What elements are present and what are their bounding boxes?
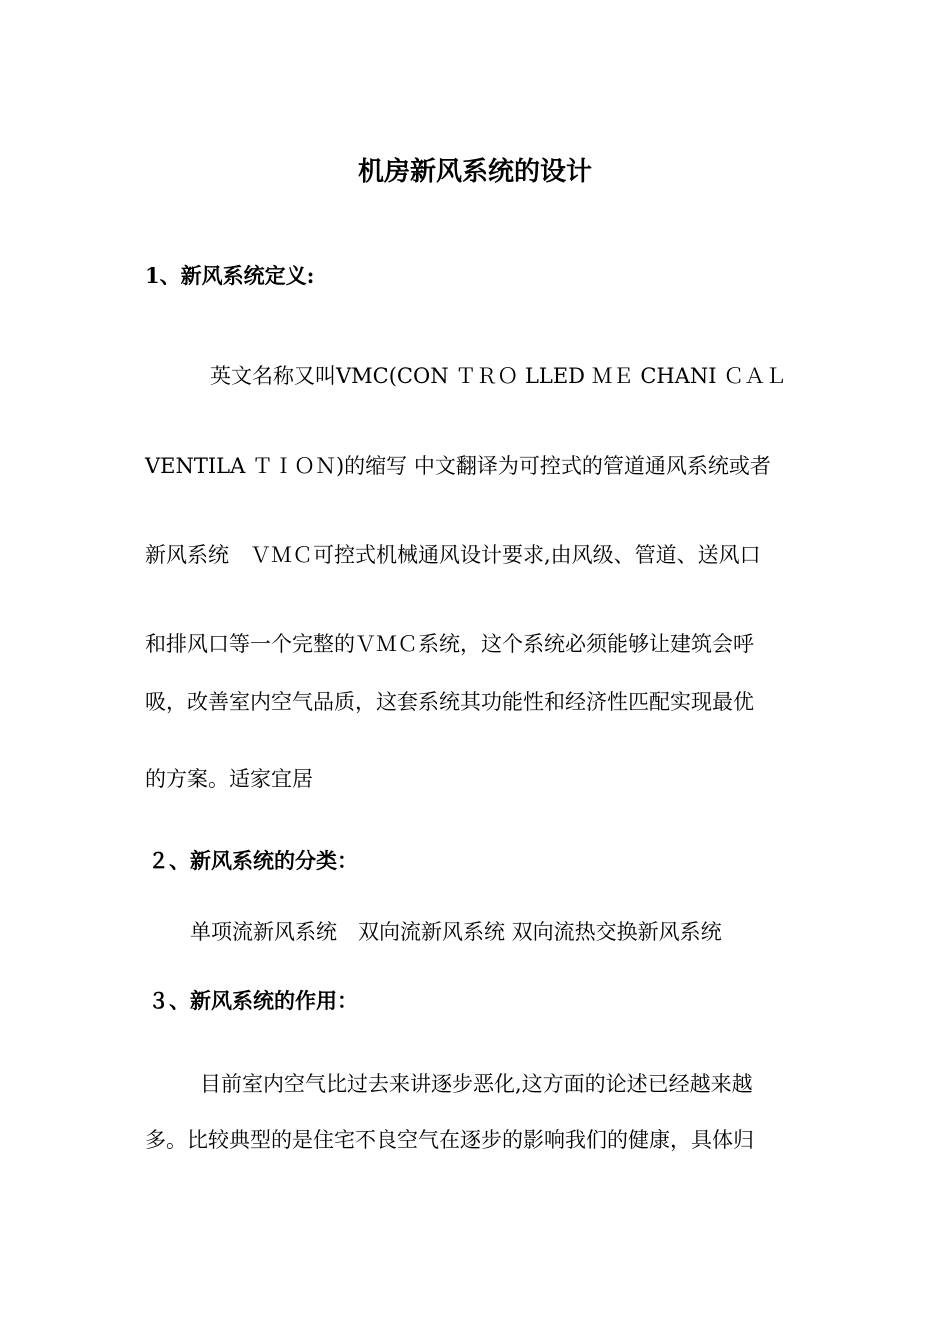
- paragraph-line: 目前室内空气比过去来讲逐步恶化,这方面的论述已经越来越: [200, 1072, 753, 1096]
- paragraph-line: 新风系统 ＶＭＣ可控式机械通风设计要求,由风级、管道、送风口: [145, 543, 761, 567]
- paragraph-line: 和排风口等一个完整的ＶＭＣ系统，这个系统必须能够让建筑会呼: [145, 632, 754, 656]
- paragraph-line: VENTILA ＴＩＯＮ)的缩写 中文翻译为可控式的管道通风系统或者: [145, 454, 771, 478]
- paragraph-line: 英文名称又叫VMC(CON ＴＲＯ LLED ＭＥ CHANI ＣＡＬ: [210, 364, 787, 388]
- paragraph-line: 吸，改善室内空气品质，这套系统其功能性和经济性匹配实现最优: [145, 690, 754, 714]
- paragraph-line: 多。比较典型的是住宅不良空气在逐步的影响我们的健康，具体归: [145, 1128, 754, 1152]
- paragraph-line: 的方案。适家宜居: [145, 767, 313, 791]
- section-3-heading: ３、新风系统的作用：: [148, 988, 358, 1013]
- paragraph-line: 单项流新风系统 双向流新风系统 双向流热交换新风系统: [190, 920, 722, 944]
- document-title: 机房新风系统的设计: [357, 157, 592, 187]
- section-2-heading: ２、新风系统的分类：: [148, 848, 358, 873]
- section-1-heading: 1、新风系统定义:: [145, 263, 315, 288]
